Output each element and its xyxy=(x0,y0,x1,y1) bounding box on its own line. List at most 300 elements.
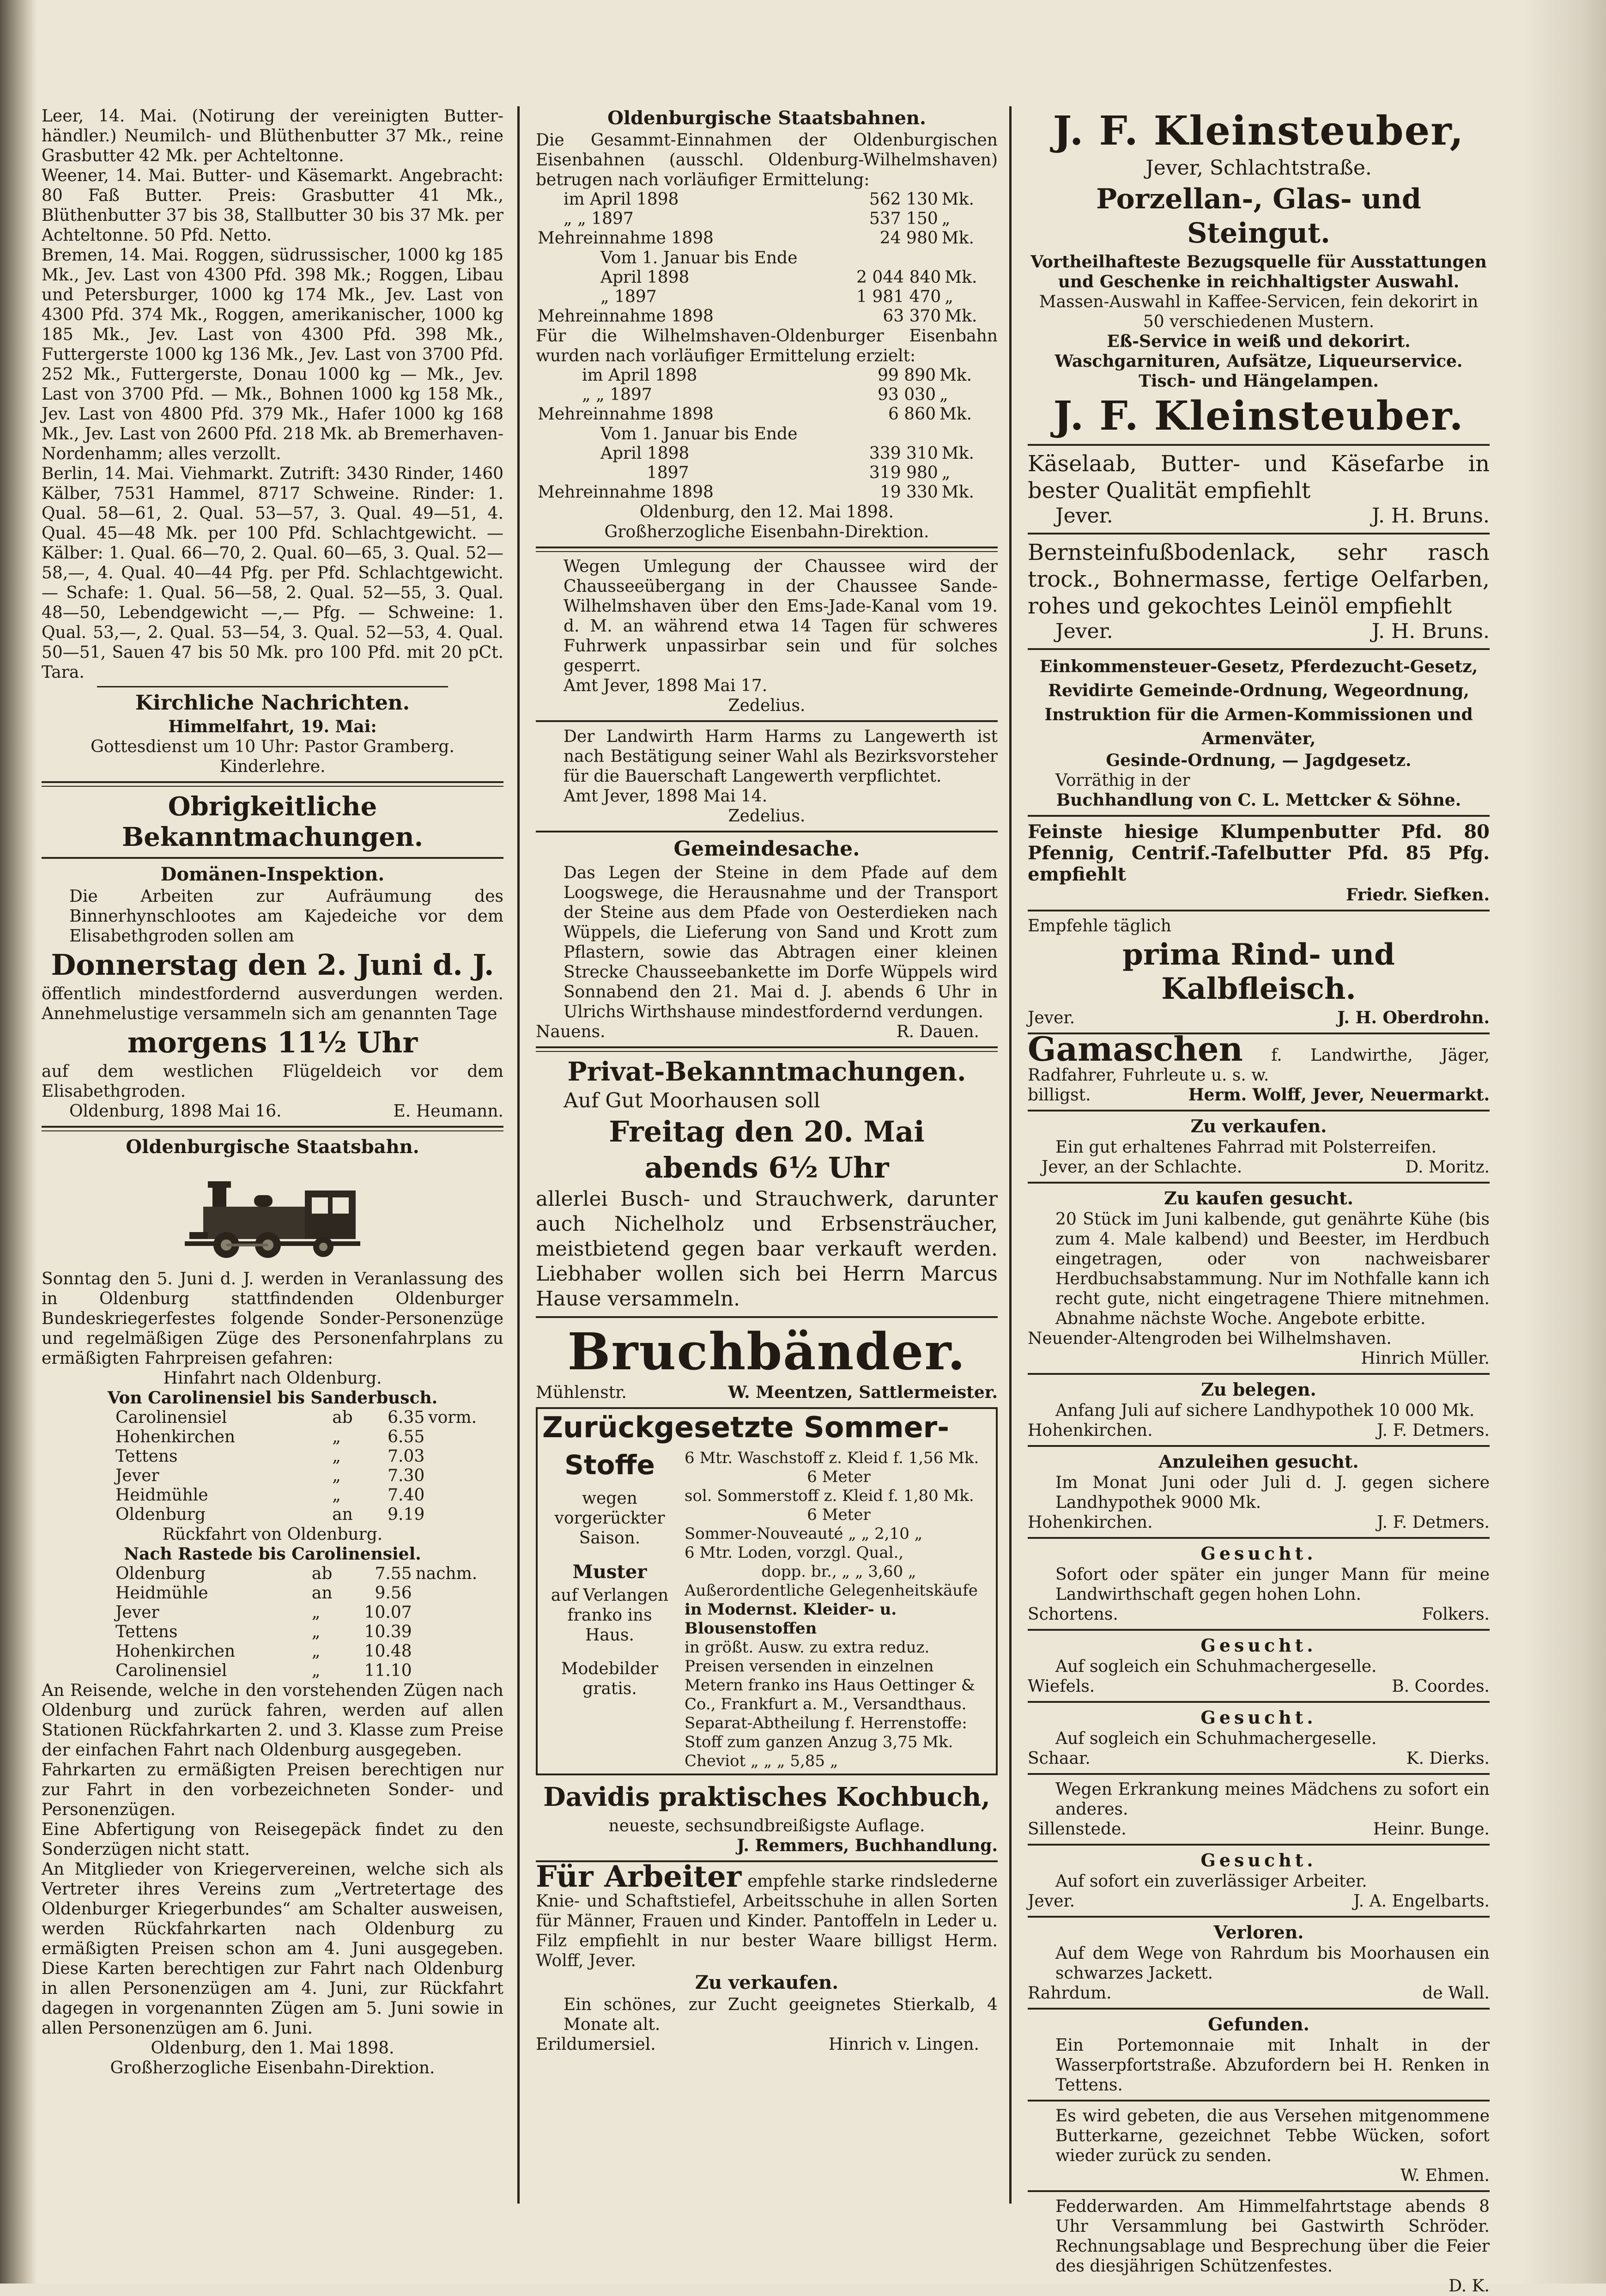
classified-text: Wegen Erkrankung meines Mädchens zu sofort ein anderes. xyxy=(1055,1780,1490,1819)
classified-title: Zu verkaufen. xyxy=(1190,1116,1327,1136)
price-line: 6 Mtr. Loden, vorzgl. Qual., xyxy=(685,1543,904,1562)
table-row xyxy=(42,1427,503,1447)
return-route: Nach Rastede bis Carolinensiel. xyxy=(124,1544,421,1564)
price-line: Stoff zum ganzen Anzug 3,75 Mk. xyxy=(685,1733,953,1751)
table-row xyxy=(42,1408,503,1427)
price-line: 6 Mtr. Waschstoff z. Kleid f. 1,56 Mk. xyxy=(685,1449,979,1467)
signature-line xyxy=(1028,620,1490,644)
state-railway-text: Fahrkarten zu ermäßigten Preisen berechtigen nur zur Fahrt in den vorbezeichneten Sonder- und Personenzügen. xyxy=(42,1761,503,1819)
classified-title: Verloren. xyxy=(1213,1922,1304,1943)
signature-name: J. F. Detmers. xyxy=(1377,1513,1490,1532)
classified-text: 20 Stück im Juni kalbende, gut genährte Kühe (bis zum 4. Male kalbend) und Beester, im Herdbuch eingetragen, oder von nachweisbarer Herdbuchsabstammung. Nur im Nothfalle kann ich recht gute, nicht eingetragene Thiere mitnehmen. Abnahme nächste Woche. Angebote erbitte. xyxy=(1055,1210,1490,1328)
table-row xyxy=(42,1584,503,1603)
divider xyxy=(1028,1445,1490,1447)
divider xyxy=(1028,533,1490,535)
column-1 xyxy=(42,106,503,2078)
classified-title: Zu kaufen gesucht. xyxy=(1164,1188,1353,1209)
signature-name: Großherzogliche Eisenbahn-Direktion. xyxy=(604,522,929,541)
signature-name: Herm. Wolff, Jever, Neuermarkt. xyxy=(1188,1085,1490,1105)
label: April 1898 xyxy=(600,268,690,287)
column-rule-1 xyxy=(517,106,520,2204)
outbound-title: Hinfahrt nach Oldenburg. xyxy=(163,1369,382,1388)
divider xyxy=(1028,1916,1490,1918)
station: Heidmühle xyxy=(115,1584,208,1603)
note xyxy=(426,1427,503,1447)
signature-line xyxy=(536,2035,998,2054)
label: Mehreinnahme 1898 xyxy=(538,483,714,502)
siefken-ad-seller: Friedr. Siefken. xyxy=(1346,885,1490,905)
label: „ 1897 xyxy=(600,287,657,306)
column-2 xyxy=(536,106,998,2054)
signature-place: Schortens. xyxy=(1028,1605,1118,1624)
workers-ad-text: empfehle starke rindslederne Knie- und Schaftstiefel, Arbeitsschuhe in allen Sorten für Männer, Frauen und Kinder. Pantoffeln in Leder u. Filz empfiehlt in nur bester Waare billigst Herm. Wolff, Jever. xyxy=(536,1872,998,1970)
bruns-ad-text: Käselaab, Butter- und Käsefarbe in bester Qualität empfiehlt xyxy=(1028,451,1490,504)
divider xyxy=(1028,648,1490,650)
state-railway-text: An Mitglieder von Kriegervereinen, welche sich als Vertreter ihres Vereins zum „Vertretertage des Oldenburger Kriegerbundes“ am Schalter ausweisen, werden Rückfahrkarten nach Oldenburg zu ermäßigten Preisen schon am 4. Juni ausgegeben. Diese Karten berechtigen zur Fahrt nach Oldenburg in allen Personenzügen am 4. Juni, zur Rückfahrt dagegen in vorgenannten Zügen am 5. Juni sowie in allen Personenzügen am 6. Juni. xyxy=(42,1860,503,2038)
price-line: Sommer-Nouveauté „ „ 2,10 „ xyxy=(685,1525,923,1543)
value: 1 981 470 xyxy=(856,287,941,306)
revenue-table xyxy=(536,190,998,248)
signature-line xyxy=(1028,1157,1490,1177)
page-edge-shadow xyxy=(1523,0,1606,2284)
divider xyxy=(1028,910,1490,911)
kleinsteuber-ad-footer: J. F. Kleinsteuber. xyxy=(1053,393,1464,439)
summer-fabrics-left-text: wegen vorgerückter Saison. xyxy=(554,1489,665,1548)
divider xyxy=(1028,815,1490,817)
domain-inspection-date: Donnerstag den 2. Juni d. J. xyxy=(51,948,494,982)
kleinsteuber-ad-title: J. F. Kleinsteuber, xyxy=(1053,108,1465,154)
meat-ad-headline: prima Rind- und Kalbfleisch. xyxy=(1122,937,1395,1006)
mark: „ xyxy=(311,1603,321,1622)
kleinsteuber-ad-address: Jever, Schlachtstraße. xyxy=(1145,156,1372,180)
classified-title: Gefunden. xyxy=(1208,2014,1309,2035)
signature-place: Sillenstede. xyxy=(1028,1820,1127,1839)
state-railways-intro: Für die Wilhelmshaven-Oldenburger Eisenbahn wurden nach vorläufiger Ermittelung erzielt: xyxy=(536,327,998,365)
signature-name: Folkers. xyxy=(1422,1605,1490,1624)
value: 24 980 xyxy=(879,229,938,248)
church-news-title: Kirchliche Nachrichten. xyxy=(135,691,410,715)
unit: Mk. xyxy=(941,483,974,502)
classified-text: Sofort oder später ein junger Mann für meine Landwirthschaft gegen hohen Lohn. xyxy=(1055,1565,1490,1604)
signature-line xyxy=(1028,1604,1490,1624)
truss-ad-title: Bruchbänder. xyxy=(567,1322,966,1381)
signature-line xyxy=(1028,1819,1490,1839)
signature-place: Erildumersiel. xyxy=(536,2035,656,2054)
unit: Mk. xyxy=(939,366,972,385)
unit: „ xyxy=(945,287,953,306)
divider xyxy=(1028,1701,1490,1703)
summer-fabrics-headline-text: Zurückgesetzte Sommer- xyxy=(542,1410,949,1444)
column-3 xyxy=(1028,106,1490,2296)
note xyxy=(426,1486,503,1505)
signature-place-date: Oldenburg, den 1. Mai 1898. xyxy=(151,2039,394,2058)
state-railway-title: Oldenburgische Staatsbahn. xyxy=(126,1136,419,1158)
time: 9.56 xyxy=(375,1584,412,1603)
station: Oldenburg xyxy=(115,1564,206,1583)
signature-place: Neuender-Altengroden bei Wilhelmshaven. xyxy=(1028,1329,1392,1348)
station: Oldenburg xyxy=(115,1505,206,1524)
auction-time: abends 6½ Uhr xyxy=(644,1151,889,1184)
signature-line xyxy=(1028,1421,1490,1440)
market-report-leer: Leer, 14. Mai. (Notirung der vereinigten Butter-händler.) Neumilch- und Blüthenbutter 37 Mk., reine Grasbutter 42 Mk. per Achteltonne. xyxy=(42,107,503,165)
table-row xyxy=(536,483,998,502)
price-line: 6 Meter xyxy=(807,1506,871,1524)
table-row xyxy=(42,1603,503,1622)
signature-line xyxy=(1028,1512,1490,1532)
mark: ab xyxy=(311,1564,333,1583)
table-row xyxy=(42,1642,503,1661)
label: April 1898 xyxy=(600,444,690,463)
time: 10.07 xyxy=(364,1603,412,1622)
label: Mehreinnahme 1898 xyxy=(538,307,714,326)
signature-place: Jever. xyxy=(1028,1892,1075,1911)
unit: Mk. xyxy=(941,190,974,209)
siefken-ad-text: Feinste hiesige Klumpenbutter Pfd. 80 Pfennig, Centrif.-Tafelbutter Pfd. 85 Pfg. empfiehlt xyxy=(1028,821,1490,885)
kleinsteuber-ad-text: Eß-Service in weiß und dekorirt. xyxy=(1107,332,1411,351)
bruns-ad-text: Bernsteinfußbodenlack, sehr rasch trock., Bohnermasse, fertige Oelfarben, rohes und gekochtes Leinöl empfiehlt xyxy=(1028,540,1490,619)
mark: „ xyxy=(311,1642,321,1661)
signature-line xyxy=(1028,1085,1490,1105)
label: 1897 xyxy=(647,463,689,482)
summer-fabrics-left-text: Muster xyxy=(572,1561,647,1583)
note xyxy=(426,1466,503,1486)
signature-place: Nauens. xyxy=(536,1022,606,1041)
classified-text: Auf sofort ein zuverlässiger Arbeiter. xyxy=(1055,1872,1367,1891)
signature-line xyxy=(1028,1983,1490,2003)
signature-place: Jever. xyxy=(1055,620,1113,643)
note xyxy=(414,1584,503,1603)
gaiters-ad xyxy=(1028,1029,1490,1085)
for-sale-title: Zu verkaufen. xyxy=(695,1972,839,1993)
table-row xyxy=(42,1466,503,1486)
divider xyxy=(536,547,998,552)
signature-name: Zedelius. xyxy=(728,696,806,715)
label: „ „ 1897 xyxy=(564,209,634,228)
classified-title: Gesucht. xyxy=(1200,1850,1317,1871)
community-matter-title: Gemeindesache. xyxy=(673,837,860,861)
return-timetable xyxy=(42,1564,503,1681)
mark: „ xyxy=(332,1466,341,1485)
classified-text: Anfang Juli auf sichere Landhypothek 10 000 Mk. xyxy=(1055,1401,1475,1420)
divider xyxy=(1028,2008,1490,2010)
price-line: Separat-Abtheilung f. Herrenstoffe: xyxy=(685,1714,967,1732)
time: 11.10 xyxy=(364,1661,412,1680)
kleinsteuber-ad-text: Tisch- und Hängelampen. xyxy=(1139,371,1379,391)
value: 562 130 xyxy=(869,190,938,209)
chaussee-notice: Wegen Umlegung der Chaussee wird der Chausseeübergang in der Chaussee Sande-Wilhelmshaven über den Ems-Jade-Kanal vom 19. d. M. an während etwa 14 Tagen für schweres Fuhrwerk unpassirbar sein und für solches gesperrt. xyxy=(564,557,998,675)
signature-place: billigst. xyxy=(1028,1086,1091,1105)
table-row xyxy=(536,307,998,326)
unit: Mk. xyxy=(941,229,974,248)
signature-place: Rahrdum. xyxy=(1028,1984,1112,2003)
divider xyxy=(97,686,448,687)
signature-name: Hinrich v. Lingen. xyxy=(828,2035,979,2054)
classified-text: Ein gut erhaltenes Fahrrad mit Polsterreifen. xyxy=(1055,1138,1437,1157)
divider xyxy=(1028,444,1490,446)
unit: Mk. xyxy=(941,444,974,463)
note: vorm. xyxy=(428,1408,477,1427)
unit: „ xyxy=(941,463,951,482)
signature-place: Wiefels. xyxy=(1028,1677,1095,1696)
time: 6.55 xyxy=(388,1427,425,1446)
official-notices-title: Obrigkeitliche Bekanntmachungen. xyxy=(121,791,424,852)
note xyxy=(414,1603,503,1622)
state-railway-text: Sonntag den 5. Juni d. J. werden in Veranlassung des in Oldenburg stattfindenden Oldenburger Bundeskriegerfestes folgende Sonder-Personenzüge und regelmäßigen Züge des Personenfahrplans zu ermäßigten Fahrpreisen gefahren: xyxy=(42,1269,503,1368)
mark: an xyxy=(311,1584,333,1603)
mark: ab xyxy=(332,1408,353,1427)
signature-name: R. Dauen. xyxy=(896,1022,979,1041)
table-row xyxy=(536,287,998,307)
signature-place: Jever. xyxy=(1028,1008,1075,1027)
cookbook-ad-title: Davidis praktisches Kochbuch, xyxy=(543,1782,990,1812)
divider xyxy=(536,831,998,832)
label: im April 1898 xyxy=(582,366,697,385)
mark: an xyxy=(332,1505,353,1524)
label: Mehreinnahme 1898 xyxy=(538,405,714,424)
table-row xyxy=(536,444,998,463)
return-title: Rückfahrt von Oldenburg. xyxy=(162,1525,383,1544)
classified-text: Im Monat Juni oder Juli d. J. gegen sichere Landhypothek 9000 Mk. xyxy=(1055,1473,1490,1512)
summer-fabrics-subhead: Stoffe xyxy=(564,1449,655,1481)
kleinsteuber-ad-headline: Porzellan-, Glas- und Steingut. xyxy=(1096,183,1421,249)
signature-name: J. A. Engelbarts. xyxy=(1353,1892,1490,1911)
divider xyxy=(42,857,503,859)
column-rule-2 xyxy=(1009,106,1012,2204)
price-line: in Modernst. Kleider- u. Blousenstoffen xyxy=(685,1600,897,1638)
domain-inspection-text: öffentlich mindestfordernd ausverdungen werden. Annehmelustige versammeln sich am genannten Tage xyxy=(42,984,503,1023)
label: Mehreinnahme 1898 xyxy=(538,229,714,248)
church-news-subtitle: Himmelfahrt, 19. Mai: xyxy=(168,717,377,736)
divider xyxy=(1028,1182,1490,1184)
revenue-subtitle: Vom 1. Januar bis Ende xyxy=(600,425,798,443)
value: 6 860 xyxy=(888,405,936,424)
signature-name: Heinr. Bunge. xyxy=(1373,1820,1490,1839)
auction-intro: Auf Gut Moorhausen soll xyxy=(564,1089,820,1112)
value: 63 370 xyxy=(883,307,941,326)
signature-name: B. Coordes. xyxy=(1392,1677,1490,1696)
time: 6.35 xyxy=(388,1408,425,1427)
price-line: sol. Sommerstoff z. Kleid f. 1,80 Mk. xyxy=(685,1487,974,1505)
cookbook-ad-seller: J. Remmers, Buchhandlung. xyxy=(737,1836,998,1855)
summer-fabrics-left-text: auf Verlangen franko ins Haus. xyxy=(551,1586,669,1645)
signature-name: Zedelius. xyxy=(728,807,806,826)
station: Heidmühle xyxy=(115,1486,208,1505)
revenue-table xyxy=(536,366,998,424)
community-matter-text: Das Legen der Steine in dem Pfade auf dem Loogswege, die Herausnahme und der Transport der Steine aus dem Pfade von Oesterdieken nach Wüppels, die Lieferung von Sand und Krott zum Pflastern, sowie das Abtragen einer kleinen Strecke Chausseebankette im Dorfe Wüppels wird Sonnabend den 21. Mai d. J. abends 6 Uhr in Ulrichs Wirthshause mindestfordernd verdungen. xyxy=(564,863,998,1021)
note xyxy=(426,1447,503,1466)
summer-fabrics-ad xyxy=(536,1407,998,1775)
label: „ „ 1897 xyxy=(582,385,652,404)
price-line: dopp. br., „ „ 3,60 „ xyxy=(761,1562,916,1581)
table-row xyxy=(42,1486,503,1505)
time: 7.55 xyxy=(375,1564,412,1583)
auction-date: Freitag den 20. Mai xyxy=(609,1115,925,1148)
mark: „ xyxy=(311,1622,321,1641)
value: 537 150 xyxy=(869,209,938,228)
divider xyxy=(1028,1373,1490,1375)
signature-name: J. H. Oberdrohn. xyxy=(1337,1008,1490,1027)
signature-name: Hinrich Müller. xyxy=(1361,1349,1490,1368)
domain-inspection-time: morgens 11½ Uhr xyxy=(127,1026,418,1059)
note: nachm. xyxy=(415,1564,478,1583)
time: 10.48 xyxy=(364,1642,412,1661)
time: 7.03 xyxy=(388,1447,425,1466)
signature-line xyxy=(1028,504,1490,528)
signature-place: Mühlenstr. xyxy=(536,1383,627,1402)
signature-name: D. K. xyxy=(1448,2277,1490,2296)
revenue-table xyxy=(536,268,998,326)
classified-text: Auf sogleich ein Schuhmachergeselle. xyxy=(1055,1657,1377,1676)
table-row xyxy=(536,366,998,385)
classified-text: Fedderwarden. Am Himmelfahrtstage abends 8 Uhr Versammlung bei Gastwirth Schröder. Rechnungsablage und Besprechung über die Feier des diesjährigen Schützenfestes. xyxy=(1055,2197,1490,2276)
classified-text: Auf sogleich ein Schuhmachergeselle. xyxy=(1055,1729,1377,1748)
classified-title: Zu belegen. xyxy=(1201,1379,1316,1400)
note xyxy=(414,1622,503,1642)
signature-name: E. Heumann. xyxy=(393,1102,503,1121)
domain-inspection-title: Domänen-Inspektion. xyxy=(160,863,385,885)
domain-inspection-text: Die Arbeiten zur Aufräumung des Binnerhynschlootes am Kajedeiche vor dem Elisabethgroden sollen am xyxy=(69,887,503,946)
mettcker-ad-text: Gesinde-Ordnung, — Jagdgesetz. xyxy=(1106,751,1412,770)
mark: „ xyxy=(311,1661,321,1680)
signature-place: Jever, an der Schlachte. xyxy=(1042,1158,1242,1177)
classified-title: Gesucht. xyxy=(1200,1707,1317,1728)
time: 7.40 xyxy=(388,1486,425,1505)
value: 339 310 xyxy=(869,444,938,463)
summer-fabrics-body xyxy=(538,1446,996,1774)
signature-line xyxy=(42,1101,503,1121)
signature-place: Hohenkirchen. xyxy=(1028,1513,1153,1532)
station: Tettens xyxy=(115,1622,178,1641)
signature-name: W. Meentzen, Sattlermeister. xyxy=(728,1383,998,1402)
unit: „ xyxy=(939,385,948,404)
revenue-subtitle: Vom 1. Januar bis Ende xyxy=(600,249,798,267)
classified-text: Ein Portemonnaie mit Inhalt in der Wasserpfortstraße. Abzufordern bei H. Renken in Tettens. xyxy=(1055,2036,1490,2095)
kleinsteuber-ad-text: Massen-Auswahl in Kaffee-Servicen, fein dekorirt in 50 verschiedenen Mustern. xyxy=(1039,292,1479,331)
workers-ad xyxy=(536,1859,998,1971)
meat-ad-intro: Empfehle täglich xyxy=(1028,917,1171,935)
market-report-bremen: Bremen, 14. Mai. Roggen, südrussischer, 1000 kg 185 Mk., Jev. Last von 4300 Pfd. 398 Mk.; Roggen, Libau und Petersburger, 1000 kg 174 Mk., Jev. Last von 4300 Pfd. 374 Mk., Roggen, amerikanischer, 1000 kg 185 Mk., Jev. Last von 4300 Pfd. 398 Mk., Futtergerste 1000 kg 136 Mk., Jev. Last von 3700 Pfd. 252 Mk., Futtergerste, Donau 1000 kg — Mk., Jev. Last von 3700 Pfd. — Mk., Bohnen 1000 kg 158 Mk., Jev. Last von 4800 Pfd. 379 Mk., Hafer 1000 kg 168 Mk., Jev. Last von 2600 Pfd. 218 Mk. ab Bremerhaven-Nordenhamm; alles verzollt. xyxy=(42,246,503,463)
unit: Mk. xyxy=(945,268,977,287)
summer-fabrics-left xyxy=(538,1446,682,1774)
signature-name: J. H. Bruns. xyxy=(1371,504,1490,528)
signature-name: K. Dierks. xyxy=(1406,1749,1490,1768)
signature-line xyxy=(1028,1749,1490,1768)
divider xyxy=(1028,1110,1490,1112)
signature-line xyxy=(536,1383,998,1403)
divider xyxy=(536,720,998,722)
table-row xyxy=(42,1622,503,1642)
divider xyxy=(536,1046,998,1052)
signature-name: D. Moritz. xyxy=(1405,1158,1490,1177)
signature-place-date: Amt Jever, 1898 Mai 17. xyxy=(564,676,768,695)
revenue-table xyxy=(536,444,998,502)
signature-name: de Wall. xyxy=(1422,1984,1490,2003)
table-row xyxy=(42,1564,503,1584)
station: Carolinensiel xyxy=(115,1408,227,1427)
classified-title: Gesucht. xyxy=(1200,1635,1317,1656)
divider xyxy=(42,1126,503,1131)
value: 2 044 840 xyxy=(856,268,941,287)
price-line: Cheviot „ „ „ 5,85 „ xyxy=(685,1752,838,1770)
time: 10.39 xyxy=(364,1622,412,1641)
private-notices-title: Privat-Bekanntmachungen. xyxy=(567,1057,966,1087)
mark: „ xyxy=(332,1486,341,1505)
gaiters-ad-text: f. Landwirthe, Jäger, Radfahrer, Fuhrleute u. s. w. xyxy=(1028,1046,1490,1085)
summer-fabrics-headline xyxy=(538,1409,996,1446)
table-row xyxy=(42,1447,503,1466)
mark: „ xyxy=(332,1427,341,1446)
note xyxy=(426,1505,503,1525)
signature-place-date: Oldenburg, den 12. Mai 1898. xyxy=(640,503,894,522)
summer-fabrics-left-text: Modebilder gratis. xyxy=(561,1659,659,1698)
station: Hohenkirchen xyxy=(115,1642,236,1661)
cookbook-ad-subtitle: neueste, sechsundbreißigste Auflage. xyxy=(608,1816,925,1835)
divider xyxy=(42,781,503,787)
outbound-timetable xyxy=(42,1408,503,1525)
mark: „ xyxy=(332,1447,341,1466)
table-row xyxy=(536,190,998,209)
station: Tettens xyxy=(115,1447,178,1466)
outbound-route: Von Carolinensiel bis Sanderbusch. xyxy=(107,1388,438,1408)
unit: Mk. xyxy=(939,405,972,424)
locomotive-icon xyxy=(176,1163,370,1264)
divider xyxy=(1028,2190,1490,2192)
table-row xyxy=(536,385,998,405)
value: 99 890 xyxy=(878,366,936,385)
auction-text: allerlei Busch- und Strauchwerk, darunter auch Nichelholz und Erbsensträucher, meistbietend gegen baar verkauft werden. Liebhaber wollen sich bei Herrn Marcus Hause versammeln. xyxy=(536,1187,998,1311)
note xyxy=(414,1642,503,1661)
classified-text: Auf dem Wege von Rahrdum bis Moorhausen ein schwarzes Jackett. xyxy=(1055,1944,1490,1983)
mettcker-ad-text: Einkommensteuer-Gesetz, Pferdezucht-Gesetz, Revidirte Gemeinde-Ordnung, Wegeordnung, Instruktion für die Armen-Kommissionen und Armenväter, xyxy=(1039,657,1478,748)
station: Carolinensiel xyxy=(115,1661,227,1680)
table-row xyxy=(536,405,998,424)
table-row xyxy=(536,268,998,287)
kleinsteuber-ad-text: Waschgarnituren, Aufsätze, Liqueurservice. xyxy=(1055,352,1463,371)
signature-line xyxy=(1028,1008,1490,1028)
signature-place-date: Amt Jever, 1898 Mai 14. xyxy=(564,787,768,806)
divider xyxy=(1028,1629,1490,1631)
unit: „ xyxy=(941,209,951,228)
time: 9.19 xyxy=(388,1505,425,1524)
signature-line xyxy=(536,1022,998,1042)
value: 93 030 xyxy=(878,385,936,404)
divider xyxy=(1028,1844,1490,1846)
classified-text: Es wird gebeten, die aus Versehen mitgenommene Butterkarne, gezeichnet Tebbe Wücken, sofort wieder zurück zu senden. xyxy=(1055,2107,1490,2165)
signature-name: Großherzogliche Eisenbahn-Direktion. xyxy=(110,2059,435,2077)
table-row xyxy=(42,1661,503,1681)
note xyxy=(414,1661,503,1681)
domain-inspection-text: auf dem westlichen Flügeldeich vor dem Elisabethgroden. xyxy=(42,1062,503,1101)
signature-place: Jever. xyxy=(1055,504,1113,528)
signature-line xyxy=(1028,1676,1490,1696)
table-row xyxy=(536,463,998,483)
summer-fabrics-prices xyxy=(682,1446,996,1774)
value: 319 980 xyxy=(869,463,938,482)
time: 7.30 xyxy=(388,1466,425,1485)
workers-ad-headline: Für Arbeiter xyxy=(536,1859,742,1894)
signature-place: Hohenkirchen. xyxy=(1028,1421,1153,1440)
gaiters-ad-headline: Gamaschen xyxy=(1028,1029,1243,1069)
label: im April 1898 xyxy=(564,190,679,209)
station: Hohenkirchen xyxy=(115,1427,236,1446)
mettcker-ad-seller: Buchhandlung von C. L. Mettcker & Söhne. xyxy=(1056,790,1461,810)
divider xyxy=(1028,1537,1490,1539)
price-line: in größt. Ausw. zu extra reduz. Preisen versenden in einzelnen Metern franko ins Haus Oettinger & Co., Frankfurt a. M., Versandthaus. xyxy=(685,1638,975,1713)
signature-name: J. F. Detmers. xyxy=(1377,1421,1490,1440)
state-railway-text: An Reisende, welche in den vorstehenden Zügen nach Oldenburg und zurück fahren, werden auf allen Stationen Rückfahrkarten 2. und 3. Klasse zum Preise der einfachen Fahrt nach Oldenburg ausgegeben. xyxy=(42,1681,503,1760)
landwirth-notice: Der Landwirth Harm Harms zu Langewerth ist nach Bestätigung seiner Wahl als Bezirksvorsteher für die Bauerschaft Langewerth verpflichtet. xyxy=(564,727,998,786)
state-railways-intro: Die Gesammt-Einnahmen der Oldenburgischen Eisenbahnen (ausschl. Oldenburg-Wilhelmshaven) betrugen nach vorläufiger Ermittelung: xyxy=(536,131,998,189)
